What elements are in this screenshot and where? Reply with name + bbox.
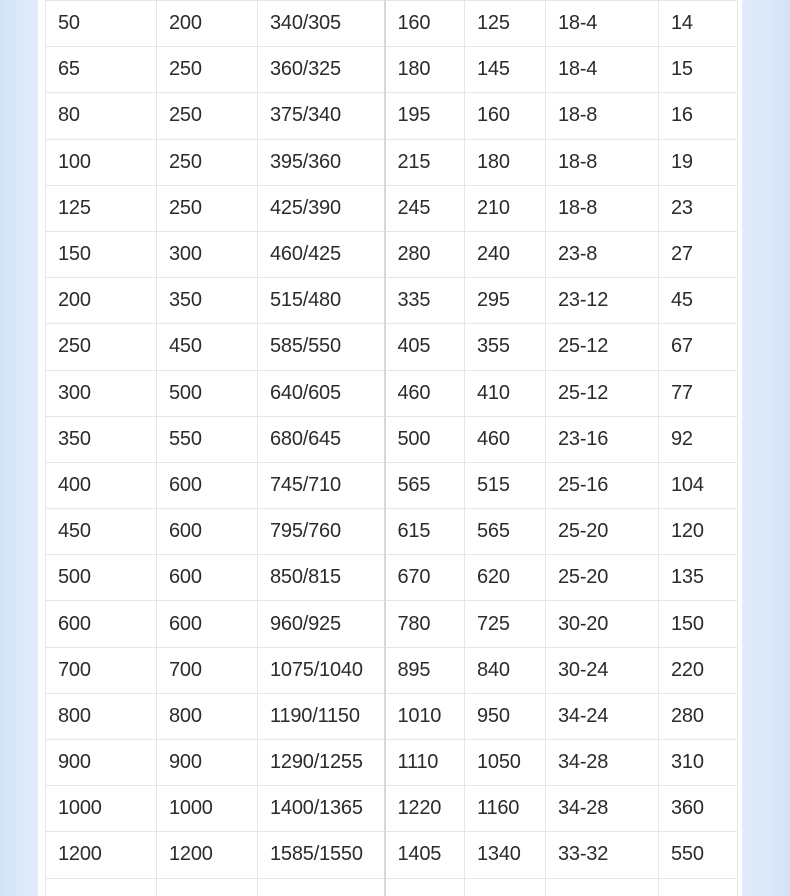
- table-cell: 25-12: [546, 370, 659, 416]
- table-cell: 355: [465, 324, 546, 370]
- table-cell: 27: [659, 231, 738, 277]
- table-cell: 1000: [46, 786, 157, 832]
- table-cell: 195: [385, 93, 465, 139]
- table-row: [46, 601, 738, 647]
- table-row: [46, 278, 738, 324]
- table-cell: 30-24: [546, 647, 659, 693]
- table-cell: 145: [465, 47, 546, 93]
- table-cell: 280: [385, 231, 465, 277]
- table-cell: [258, 878, 385, 896]
- table-cell: 34-24: [546, 693, 659, 739]
- table-cell: 250: [157, 93, 258, 139]
- table-cell: 125: [46, 185, 157, 231]
- table-cell: 16: [659, 93, 738, 139]
- table-row: [46, 47, 738, 93]
- table-cell: 550: [157, 416, 258, 462]
- table-cell: 600: [46, 601, 157, 647]
- table-cell: 18-8: [546, 139, 659, 185]
- table-cell: 92: [659, 416, 738, 462]
- table-cell: 600: [157, 462, 258, 508]
- table-cell: 310: [659, 740, 738, 786]
- table-cell: 700: [46, 647, 157, 693]
- table-cell: 150: [659, 601, 738, 647]
- table-cell: 395/360: [258, 139, 385, 185]
- table-cell: 515: [465, 462, 546, 508]
- table-cell: 950: [465, 693, 546, 739]
- table-cell: 240: [465, 231, 546, 277]
- table-cell: 780: [385, 601, 465, 647]
- table-cell: 100: [46, 139, 157, 185]
- table-cell: 295: [465, 278, 546, 324]
- table-cell: 745/710: [258, 462, 385, 508]
- table-cell: 1010: [385, 693, 465, 739]
- table-cell: 620: [465, 555, 546, 601]
- table-cell: 300: [46, 370, 157, 416]
- table-row: [46, 93, 738, 139]
- table-cell: 700: [157, 647, 258, 693]
- spec-table-body: [46, 1, 738, 896]
- table-cell: 340/305: [258, 1, 385, 47]
- table-cell: 300: [157, 231, 258, 277]
- table-cell: 1190/1150: [258, 693, 385, 739]
- table-cell: 350: [157, 278, 258, 324]
- table-row: [46, 832, 738, 878]
- table-cell: 400: [46, 462, 157, 508]
- table-cell: 410: [465, 370, 546, 416]
- table-cell: 840: [465, 647, 546, 693]
- table-row: [46, 878, 738, 896]
- table-cell: 500: [157, 370, 258, 416]
- table-cell: 25-16: [546, 462, 659, 508]
- table-cell: 895: [385, 647, 465, 693]
- table-cell: 500: [46, 555, 157, 601]
- table-row: [46, 509, 738, 555]
- table-row: [46, 324, 738, 370]
- table-row: [46, 740, 738, 786]
- table-cell: 200: [46, 278, 157, 324]
- table-cell: 77: [659, 370, 738, 416]
- table-cell: 180: [385, 47, 465, 93]
- table-cell: 450: [157, 324, 258, 370]
- table-cell: 900: [157, 740, 258, 786]
- table-cell: 150: [46, 231, 157, 277]
- table-cell: 1405: [385, 832, 465, 878]
- table-row: [46, 185, 738, 231]
- table-cell: 125: [465, 1, 546, 47]
- table-cell: 795/760: [258, 509, 385, 555]
- table-cell: 1220: [385, 786, 465, 832]
- table-cell: [546, 878, 659, 896]
- table-cell: 1110: [385, 740, 465, 786]
- table-cell: 460: [465, 416, 546, 462]
- right-background-strip: [742, 0, 790, 896]
- table-cell: [46, 878, 157, 896]
- table-cell: 160: [385, 1, 465, 47]
- table-cell: 18-8: [546, 185, 659, 231]
- table-cell: 350: [46, 416, 157, 462]
- table-cell: [465, 878, 546, 896]
- table-cell: 160: [465, 93, 546, 139]
- table-cell: 25-12: [546, 324, 659, 370]
- table-cell: 34-28: [546, 786, 659, 832]
- table-cell: 450: [46, 509, 157, 555]
- table-cell: 1400/1365: [258, 786, 385, 832]
- table-cell: 500: [385, 416, 465, 462]
- table-cell: [157, 878, 258, 896]
- table-cell: 18-8: [546, 93, 659, 139]
- table-cell: 550: [659, 832, 738, 878]
- table-cell: 120: [659, 509, 738, 555]
- table-cell: 14: [659, 1, 738, 47]
- table-cell: 250: [157, 185, 258, 231]
- table-cell: 200: [157, 1, 258, 47]
- table-cell: 725: [465, 601, 546, 647]
- table-row: [46, 647, 738, 693]
- table-cell: 25-20: [546, 555, 659, 601]
- table-cell: 180: [465, 139, 546, 185]
- table-cell: 80: [46, 93, 157, 139]
- table-cell: 1200: [157, 832, 258, 878]
- table-cell: 800: [46, 693, 157, 739]
- table-cell: 23-12: [546, 278, 659, 324]
- table-cell: 600: [157, 509, 258, 555]
- table-cell: 425/390: [258, 185, 385, 231]
- table-cell: 15: [659, 47, 738, 93]
- table-cell: 565: [385, 462, 465, 508]
- table-cell: 245: [385, 185, 465, 231]
- table-cell: 1200: [46, 832, 157, 878]
- table-cell: 1290/1255: [258, 740, 385, 786]
- table-cell: 360/325: [258, 47, 385, 93]
- table-cell: 460/425: [258, 231, 385, 277]
- table-row: [46, 370, 738, 416]
- table-cell: 280: [659, 693, 738, 739]
- table-cell: 33-32: [546, 832, 659, 878]
- table-cell: 30-20: [546, 601, 659, 647]
- table-row: [46, 416, 738, 462]
- table-cell: 335: [385, 278, 465, 324]
- table-cell: [659, 878, 738, 896]
- table-cell: 800: [157, 693, 258, 739]
- table-cell: 1160: [465, 786, 546, 832]
- table-row: [46, 139, 738, 185]
- table-row: [46, 231, 738, 277]
- table-cell: 405: [385, 324, 465, 370]
- table-cell: 600: [157, 601, 258, 647]
- spec-table: [45, 0, 738, 896]
- table-cell: 515/480: [258, 278, 385, 324]
- table-cell: 460: [385, 370, 465, 416]
- table-cell: 104: [659, 462, 738, 508]
- table-cell: 18-4: [546, 47, 659, 93]
- table-cell: 600: [157, 555, 258, 601]
- table-cell: 135: [659, 555, 738, 601]
- spec-table-panel: [38, 0, 742, 896]
- table-cell: 585/550: [258, 324, 385, 370]
- table-cell: 1340: [465, 832, 546, 878]
- table-cell: 1585/1550: [258, 832, 385, 878]
- table-cell: 1075/1040: [258, 647, 385, 693]
- table-cell: [385, 878, 465, 896]
- table-row: [46, 555, 738, 601]
- table-cell: 34-28: [546, 740, 659, 786]
- table-cell: 1050: [465, 740, 546, 786]
- table-cell: 18-4: [546, 1, 659, 47]
- table-cell: 210: [465, 185, 546, 231]
- table-cell: 45: [659, 278, 738, 324]
- table-cell: 23-16: [546, 416, 659, 462]
- table-cell: 23-8: [546, 231, 659, 277]
- table-cell: 900: [46, 740, 157, 786]
- table-cell: 680/645: [258, 416, 385, 462]
- table-cell: 670: [385, 555, 465, 601]
- table-cell: 25-20: [546, 509, 659, 555]
- table-cell: 360: [659, 786, 738, 832]
- left-background-strip: [0, 0, 38, 896]
- table-cell: 850/815: [258, 555, 385, 601]
- table-row: [46, 693, 738, 739]
- table-cell: 250: [157, 139, 258, 185]
- table-cell: 250: [157, 47, 258, 93]
- table-cell: 65: [46, 47, 157, 93]
- table-row: [46, 1, 738, 47]
- table-cell: 220: [659, 647, 738, 693]
- table-cell: 615: [385, 509, 465, 555]
- table-cell: 215: [385, 139, 465, 185]
- table-cell: 375/340: [258, 93, 385, 139]
- table-cell: 250: [46, 324, 157, 370]
- table-cell: 50: [46, 1, 157, 47]
- table-cell: 960/925: [258, 601, 385, 647]
- table-cell: 565: [465, 509, 546, 555]
- table-cell: 19: [659, 139, 738, 185]
- table-row: [46, 786, 738, 832]
- table-cell: 23: [659, 185, 738, 231]
- table-cell: 640/605: [258, 370, 385, 416]
- table-cell: 1000: [157, 786, 258, 832]
- table-cell: 67: [659, 324, 738, 370]
- table-row: [46, 462, 738, 508]
